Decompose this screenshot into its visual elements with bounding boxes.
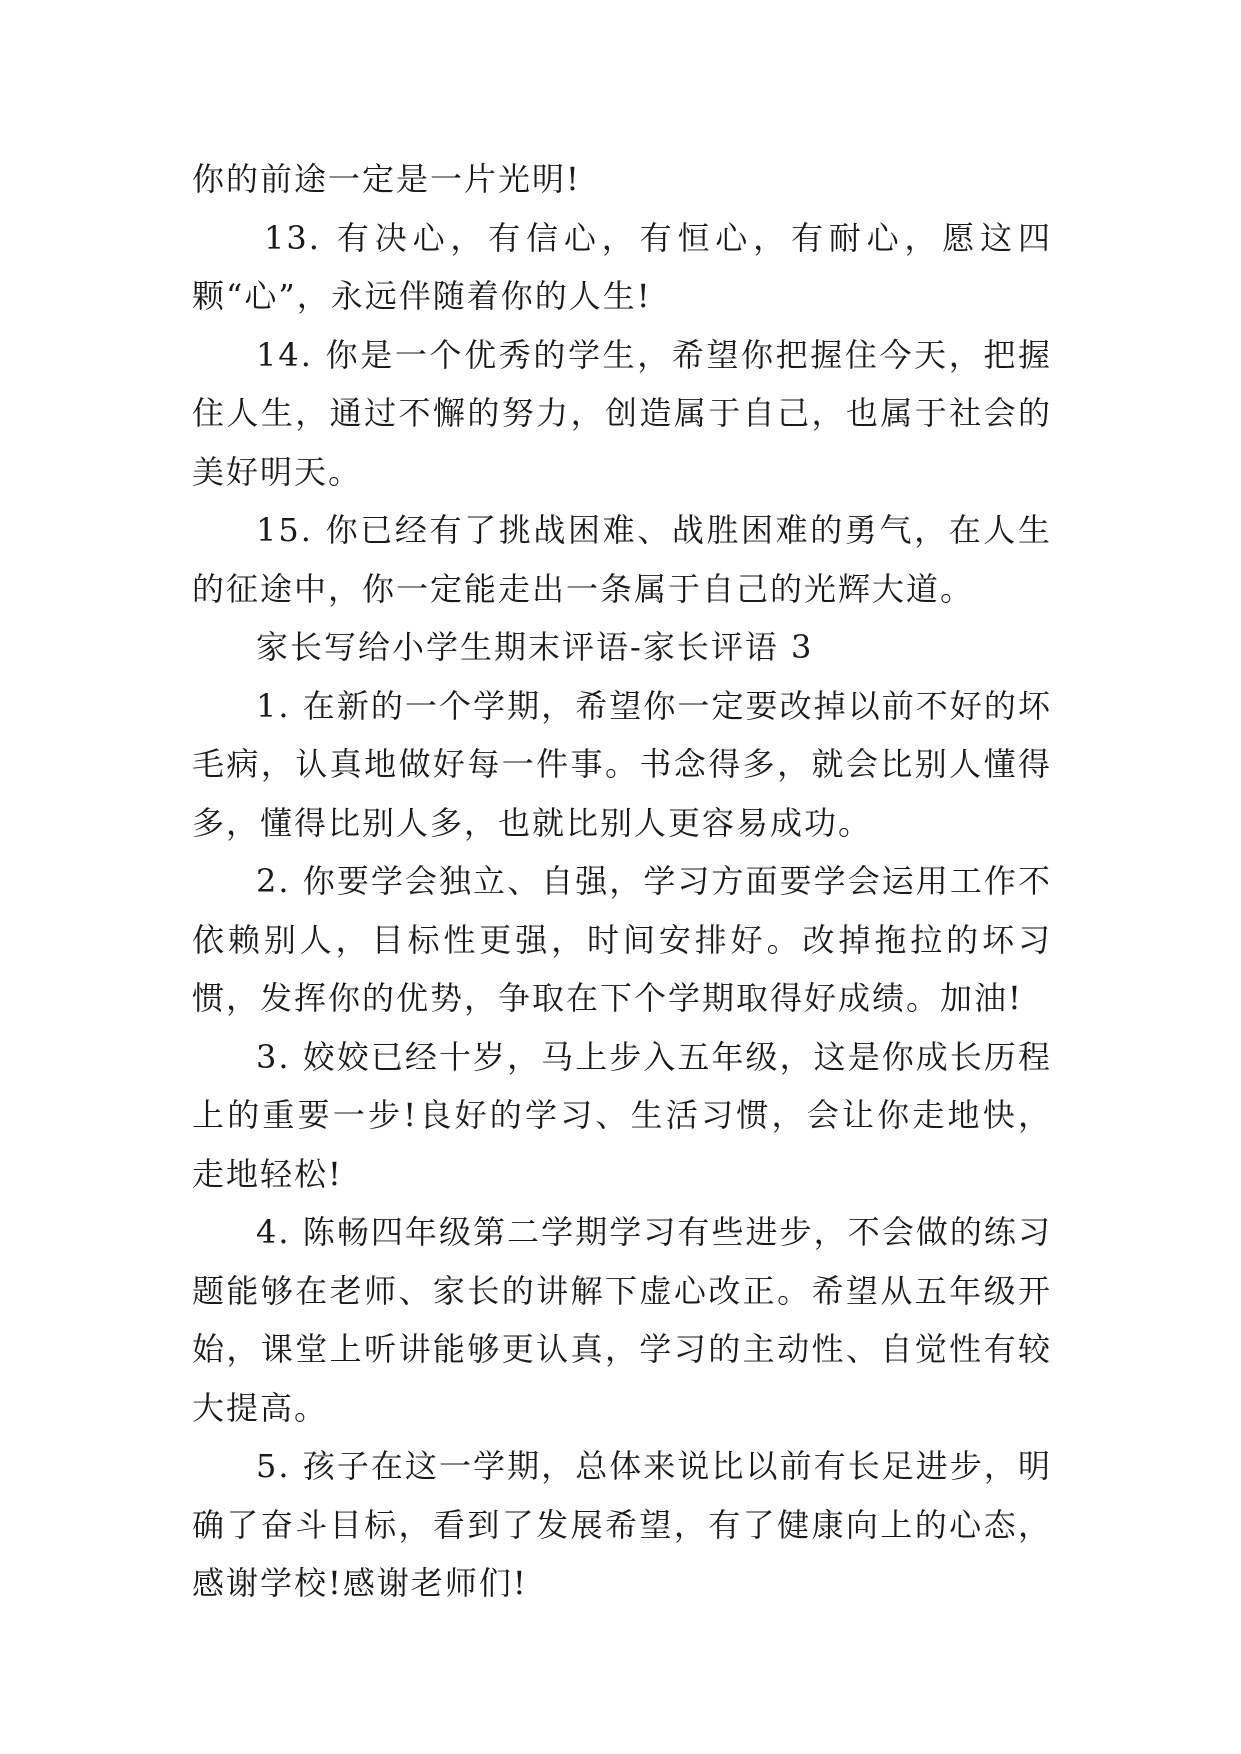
paragraph-item-2: 2. 你要学会独立、自强，学习方面要学会运用工作不依赖别人，目标性更强，时间安排好。改掉拖拉的坏习惯，发挥你的优势，争取在下个学期取得好成绩。加油! xyxy=(192,862,1052,1017)
paragraph-item-3: 3. 姣姣已经十岁，马上步入五年级，这是你成长历程上的重要一步!良好的学习、生活习惯，会让你走地快，走地轻松! xyxy=(192,1037,1052,1193)
paragraph-item-14: 14. 你是一个优秀的学生，希望你把握住今天，把握住人生，通过不懈的努力，创造属于自己，也属于社会的美好明天。 xyxy=(192,335,1052,491)
paragraph-item-1: 1. 在新的一个学期，希望你一定要改掉以前不好的坏毛病，认真地做好每一件事。书念得多，就会比别人懂得多，懂得比别人多，也就比别人更容易成功。 xyxy=(192,686,1052,842)
paragraph-item-13: 13. 有决心，有信心，有恒心，有耐心，愿这四颗“心”，永远伴随着你的人生! xyxy=(192,218,1052,315)
section-heading: 家长写给小学生期末评语-家长评语 3 xyxy=(256,628,814,666)
document-body xyxy=(192,150,1052,1613)
paragraph-item-5: 5. 孩子在这一学期，总体来说比以前有长足进步，明确了奋斗目标，看到了发展希望，有了健康向上的心态，感谢学校!感谢老师们! xyxy=(192,1447,1052,1602)
paragraph-item-4: 4. 陈畅四年级第二学期学习有些进步，不会做的练习题能够在老师、家长的讲解下虚心改正。希望从五年级开始，课堂上听讲能够更认真，学习的主动性、自觉性有较大提高。 xyxy=(192,1213,1052,1427)
paragraph-item-15: 15. 你已经有了挑战困难、战胜困难的勇气，在人生的征途中，你一定能走出一条属于自己的光辉大道。 xyxy=(192,511,1052,608)
paragraph-continuation: 你的前途一定是一片光明! xyxy=(192,160,581,198)
